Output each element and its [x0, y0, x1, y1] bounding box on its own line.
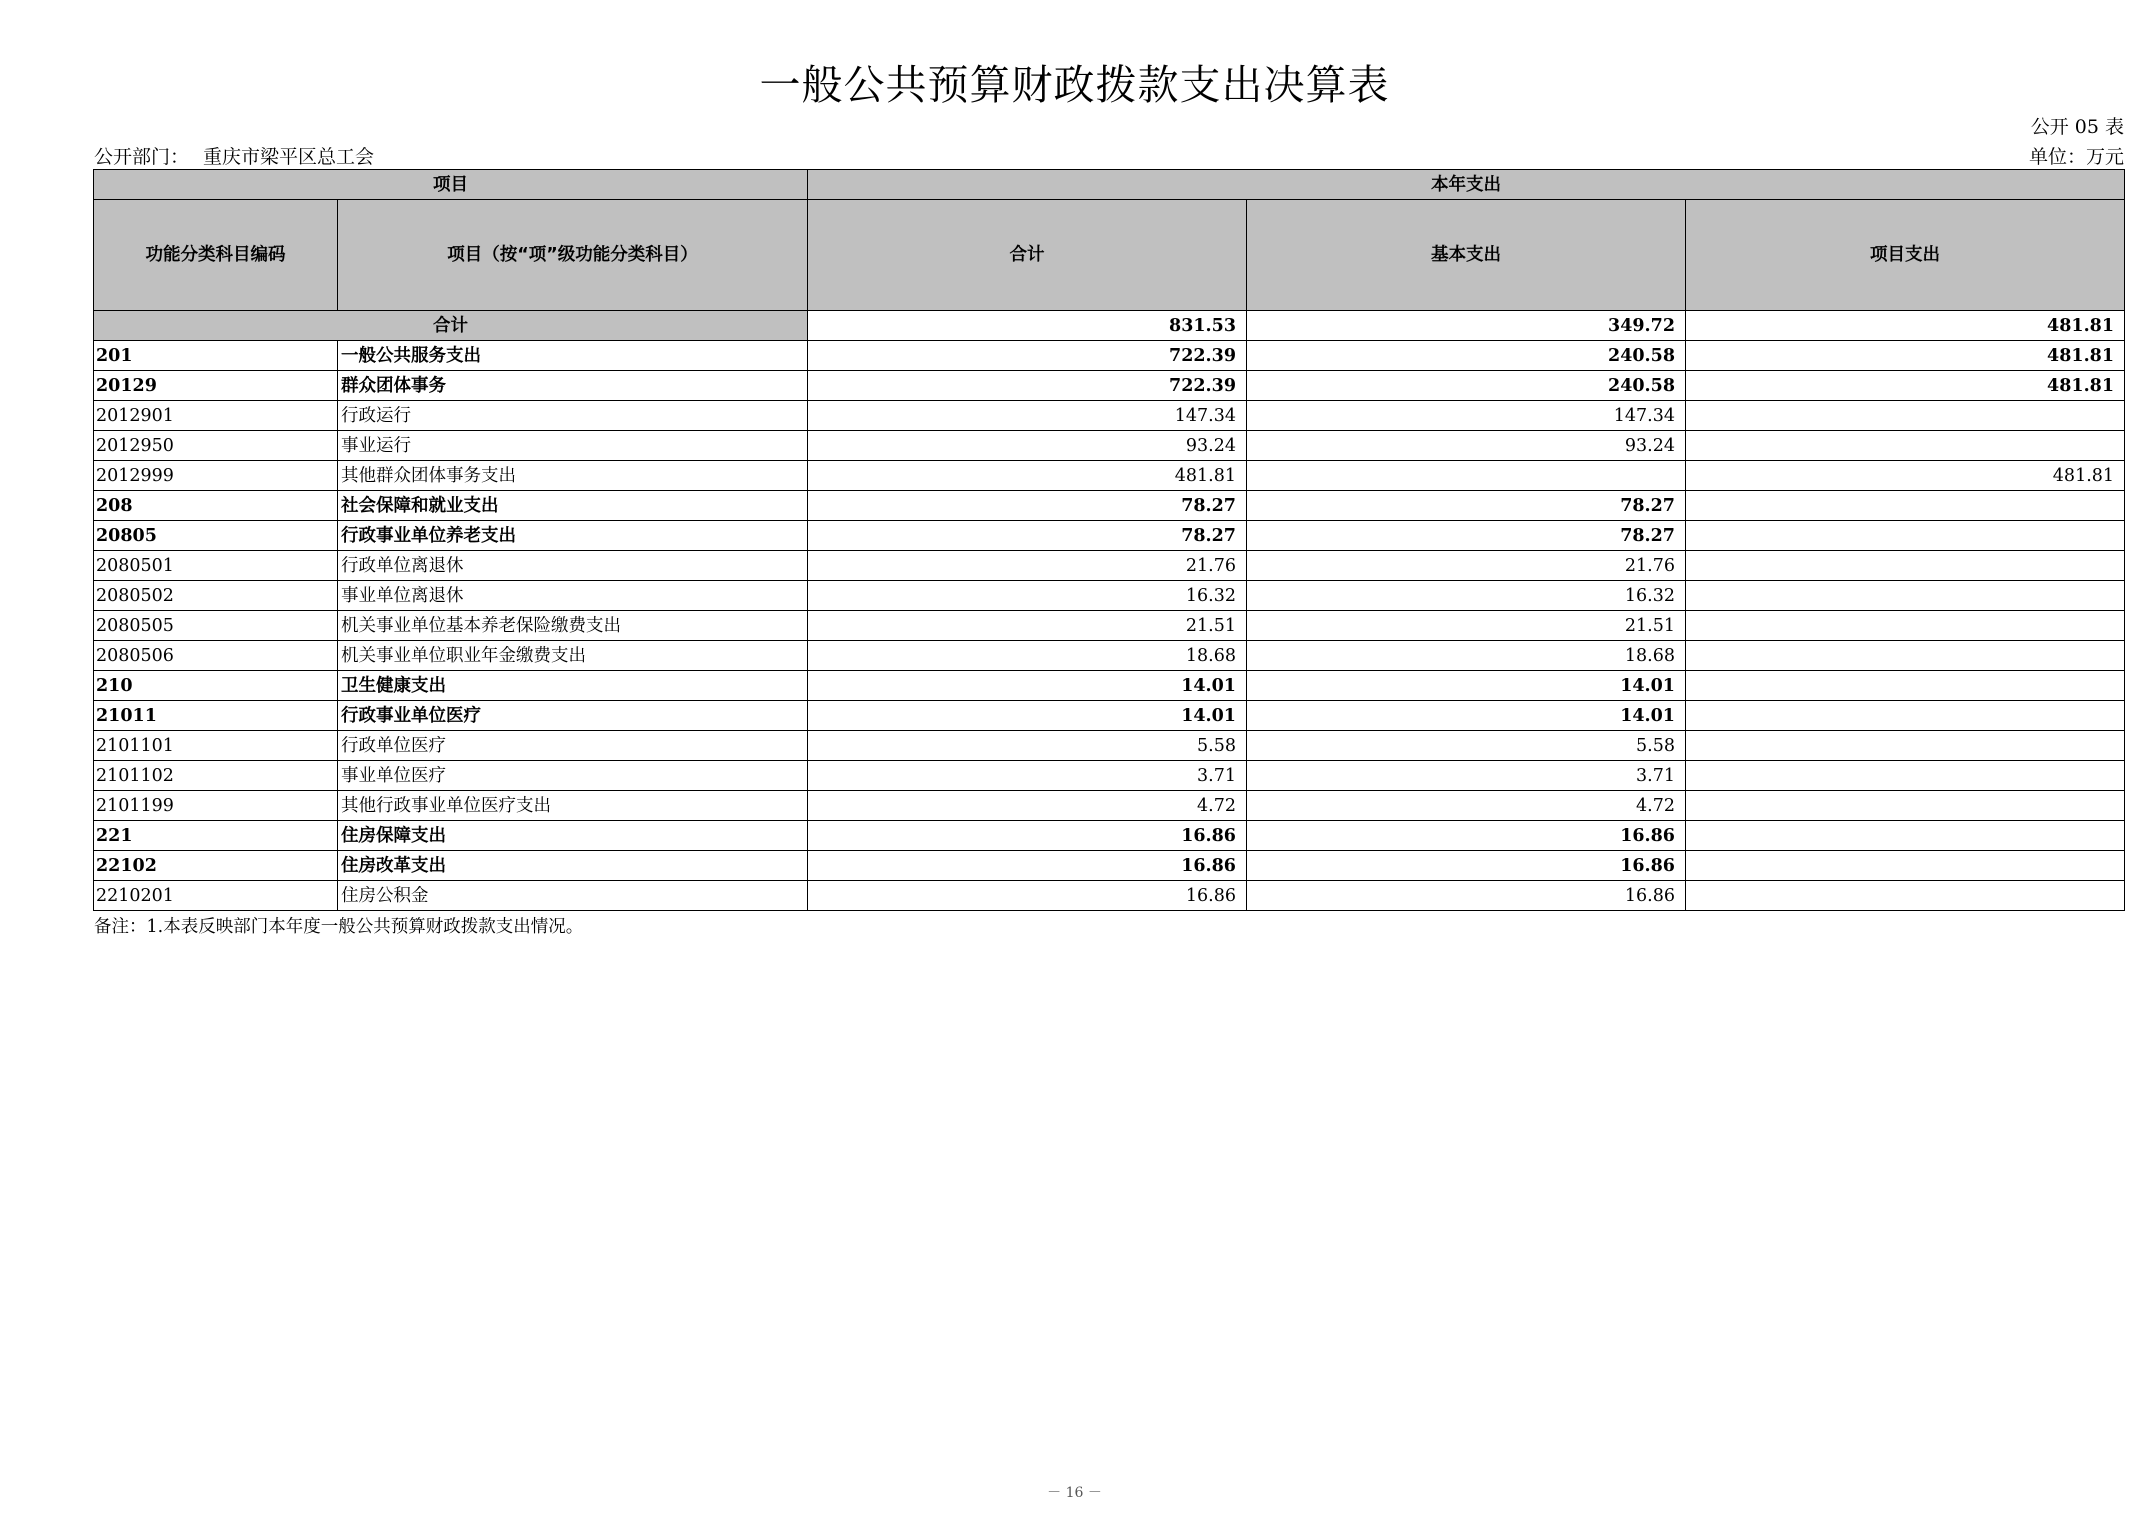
- row-total: 21.76: [808, 551, 1247, 581]
- row-total: 78.27: [808, 491, 1247, 521]
- row-project: [1686, 611, 2125, 641]
- row-name: 其他行政事业单位医疗支出: [338, 791, 808, 821]
- row-code: 2080506: [94, 641, 338, 671]
- row-code: 20129: [94, 371, 338, 401]
- row-code: 2012999: [94, 461, 338, 491]
- table-row: [94, 731, 2125, 761]
- row-code: 22102: [94, 851, 338, 881]
- row-name: 事业单位离退休: [338, 581, 808, 611]
- row-basic: 14.01: [1247, 671, 1686, 701]
- total-project: 481.81: [1686, 311, 2125, 341]
- department-name: 重庆市梁平区总工会: [203, 146, 375, 168]
- row-code: 210: [94, 671, 338, 701]
- row-basic: 240.58: [1247, 341, 1686, 371]
- table-row: [94, 641, 2125, 671]
- row-project: [1686, 491, 2125, 521]
- row-project: [1686, 431, 2125, 461]
- row-basic: 21.76: [1247, 551, 1686, 581]
- total-row: [94, 311, 2125, 341]
- row-name: 行政事业单位医疗: [338, 701, 808, 731]
- header-total: 合计: [808, 200, 1247, 311]
- footnote: 备注：1.本表反映部门本年度一般公共预算财政拨款支出情况。: [94, 917, 584, 937]
- row-basic: 16.86: [1247, 851, 1686, 881]
- row-total: 16.86: [808, 821, 1247, 851]
- department-label: 公开部门：: [94, 146, 190, 168]
- row-total: 93.24: [808, 431, 1247, 461]
- header-code: 功能分类科目编码: [94, 200, 338, 311]
- row-basic: [1247, 461, 1686, 491]
- header-row-1: [94, 170, 2125, 200]
- row-code: 2012950: [94, 431, 338, 461]
- row-basic: 3.71: [1247, 761, 1686, 791]
- row-project: [1686, 791, 2125, 821]
- row-code: 2101199: [94, 791, 338, 821]
- row-basic: 5.58: [1247, 731, 1686, 761]
- row-total: 722.39: [808, 341, 1247, 371]
- header-item: 项目: [94, 170, 808, 200]
- table-row: [94, 341, 2125, 371]
- row-project: 481.81: [1686, 341, 2125, 371]
- table-row: [94, 551, 2125, 581]
- row-name: 卫生健康支出: [338, 671, 808, 701]
- row-basic: 78.27: [1247, 521, 1686, 551]
- row-total: 3.71: [808, 761, 1247, 791]
- row-total: 14.01: [808, 671, 1247, 701]
- table-row: [94, 401, 2125, 431]
- row-code: 221: [94, 821, 338, 851]
- row-project: [1686, 671, 2125, 701]
- row-project: [1686, 851, 2125, 881]
- row-code: 2012901: [94, 401, 338, 431]
- row-basic: 240.58: [1247, 371, 1686, 401]
- row-basic: 18.68: [1247, 641, 1686, 671]
- row-total: 78.27: [808, 521, 1247, 551]
- row-name: 群众团体事务: [338, 371, 808, 401]
- table-row: [94, 701, 2125, 731]
- table-row: [94, 761, 2125, 791]
- row-name: 行政单位离退休: [338, 551, 808, 581]
- row-project: [1686, 731, 2125, 761]
- row-code: 2080505: [94, 611, 338, 641]
- row-name: 机关事业单位基本养老保险缴费支出: [338, 611, 808, 641]
- department-line: [94, 142, 374, 169]
- row-basic: 4.72: [1247, 791, 1686, 821]
- table-row: [94, 521, 2125, 551]
- row-total: 481.81: [808, 461, 1247, 491]
- row-code: 208: [94, 491, 338, 521]
- row-project: [1686, 821, 2125, 851]
- row-basic: 21.51: [1247, 611, 1686, 641]
- page-title: 一般公共预算财政拨款支出决算表: [759, 61, 1390, 109]
- row-project: [1686, 641, 2125, 671]
- row-code: 2210201: [94, 881, 338, 911]
- row-code: 20805: [94, 521, 338, 551]
- row-name: 其他群众团体事务支出: [338, 461, 808, 491]
- row-name: 行政运行: [338, 401, 808, 431]
- row-total: 18.68: [808, 641, 1247, 671]
- row-name: 事业运行: [338, 431, 808, 461]
- row-name: 行政事业单位养老支出: [338, 521, 808, 551]
- table-row: [94, 461, 2125, 491]
- row-basic: 78.27: [1247, 491, 1686, 521]
- row-total: 722.39: [808, 371, 1247, 401]
- row-code: 2080502: [94, 581, 338, 611]
- row-code: 2101101: [94, 731, 338, 761]
- row-project: 481.81: [1686, 371, 2125, 401]
- row-project: [1686, 581, 2125, 611]
- row-name: 住房公积金: [338, 881, 808, 911]
- row-project: [1686, 551, 2125, 581]
- table-row: [94, 371, 2125, 401]
- row-basic: 93.24: [1247, 431, 1686, 461]
- row-code: 2101102: [94, 761, 338, 791]
- header-basic: 基本支出: [1247, 200, 1686, 311]
- table-row: [94, 881, 2125, 911]
- row-code: 2080501: [94, 551, 338, 581]
- row-total: 147.34: [808, 401, 1247, 431]
- row-basic: 16.86: [1247, 821, 1686, 851]
- row-total: 21.51: [808, 611, 1247, 641]
- row-name: 行政单位医疗: [338, 731, 808, 761]
- table-row: [94, 581, 2125, 611]
- header-row-2: [94, 200, 2125, 311]
- table-row: [94, 851, 2125, 881]
- row-basic: 16.32: [1247, 581, 1686, 611]
- row-basic: 14.01: [1247, 701, 1686, 731]
- row-code: 21011: [94, 701, 338, 731]
- table-row: [94, 671, 2125, 701]
- row-total: 16.86: [808, 851, 1247, 881]
- row-total: 16.32: [808, 581, 1247, 611]
- row-project: [1686, 521, 2125, 551]
- page-number: － 16 －: [1047, 1485, 1102, 1501]
- total-label: 合计: [94, 311, 808, 341]
- row-name: 机关事业单位职业年金缴费支出: [338, 641, 808, 671]
- total-amount: 831.53: [808, 311, 1247, 341]
- table-row: [94, 791, 2125, 821]
- row-total: 5.58: [808, 731, 1247, 761]
- row-project: [1686, 701, 2125, 731]
- table-row: [94, 611, 2125, 641]
- expenditure-table: [93, 169, 2125, 911]
- form-number: 公开 05 表: [2030, 116, 2124, 138]
- row-basic: 147.34: [1247, 401, 1686, 431]
- table-row: [94, 431, 2125, 461]
- row-basic: 16.86: [1247, 881, 1686, 911]
- row-total: 16.86: [808, 881, 1247, 911]
- row-name: 住房改革支出: [338, 851, 808, 881]
- row-code: 201: [94, 341, 338, 371]
- row-project: [1686, 881, 2125, 911]
- row-name: 事业单位医疗: [338, 761, 808, 791]
- row-project: [1686, 401, 2125, 431]
- unit-label: 单位：万元: [2028, 146, 2124, 168]
- row-project: 481.81: [1686, 461, 2125, 491]
- row-total: 14.01: [808, 701, 1247, 731]
- header-name: 项目（按“项”级功能分类科目）: [338, 200, 808, 311]
- header-project: 项目支出: [1686, 200, 2125, 311]
- row-name: 社会保障和就业支出: [338, 491, 808, 521]
- table-row: [94, 491, 2125, 521]
- row-project: [1686, 761, 2125, 791]
- table-row: [94, 821, 2125, 851]
- total-basic: 349.72: [1247, 311, 1686, 341]
- row-name: 住房保障支出: [338, 821, 808, 851]
- header-current-year: 本年支出: [808, 170, 2125, 200]
- row-total: 4.72: [808, 791, 1247, 821]
- row-name: 一般公共服务支出: [338, 341, 808, 371]
